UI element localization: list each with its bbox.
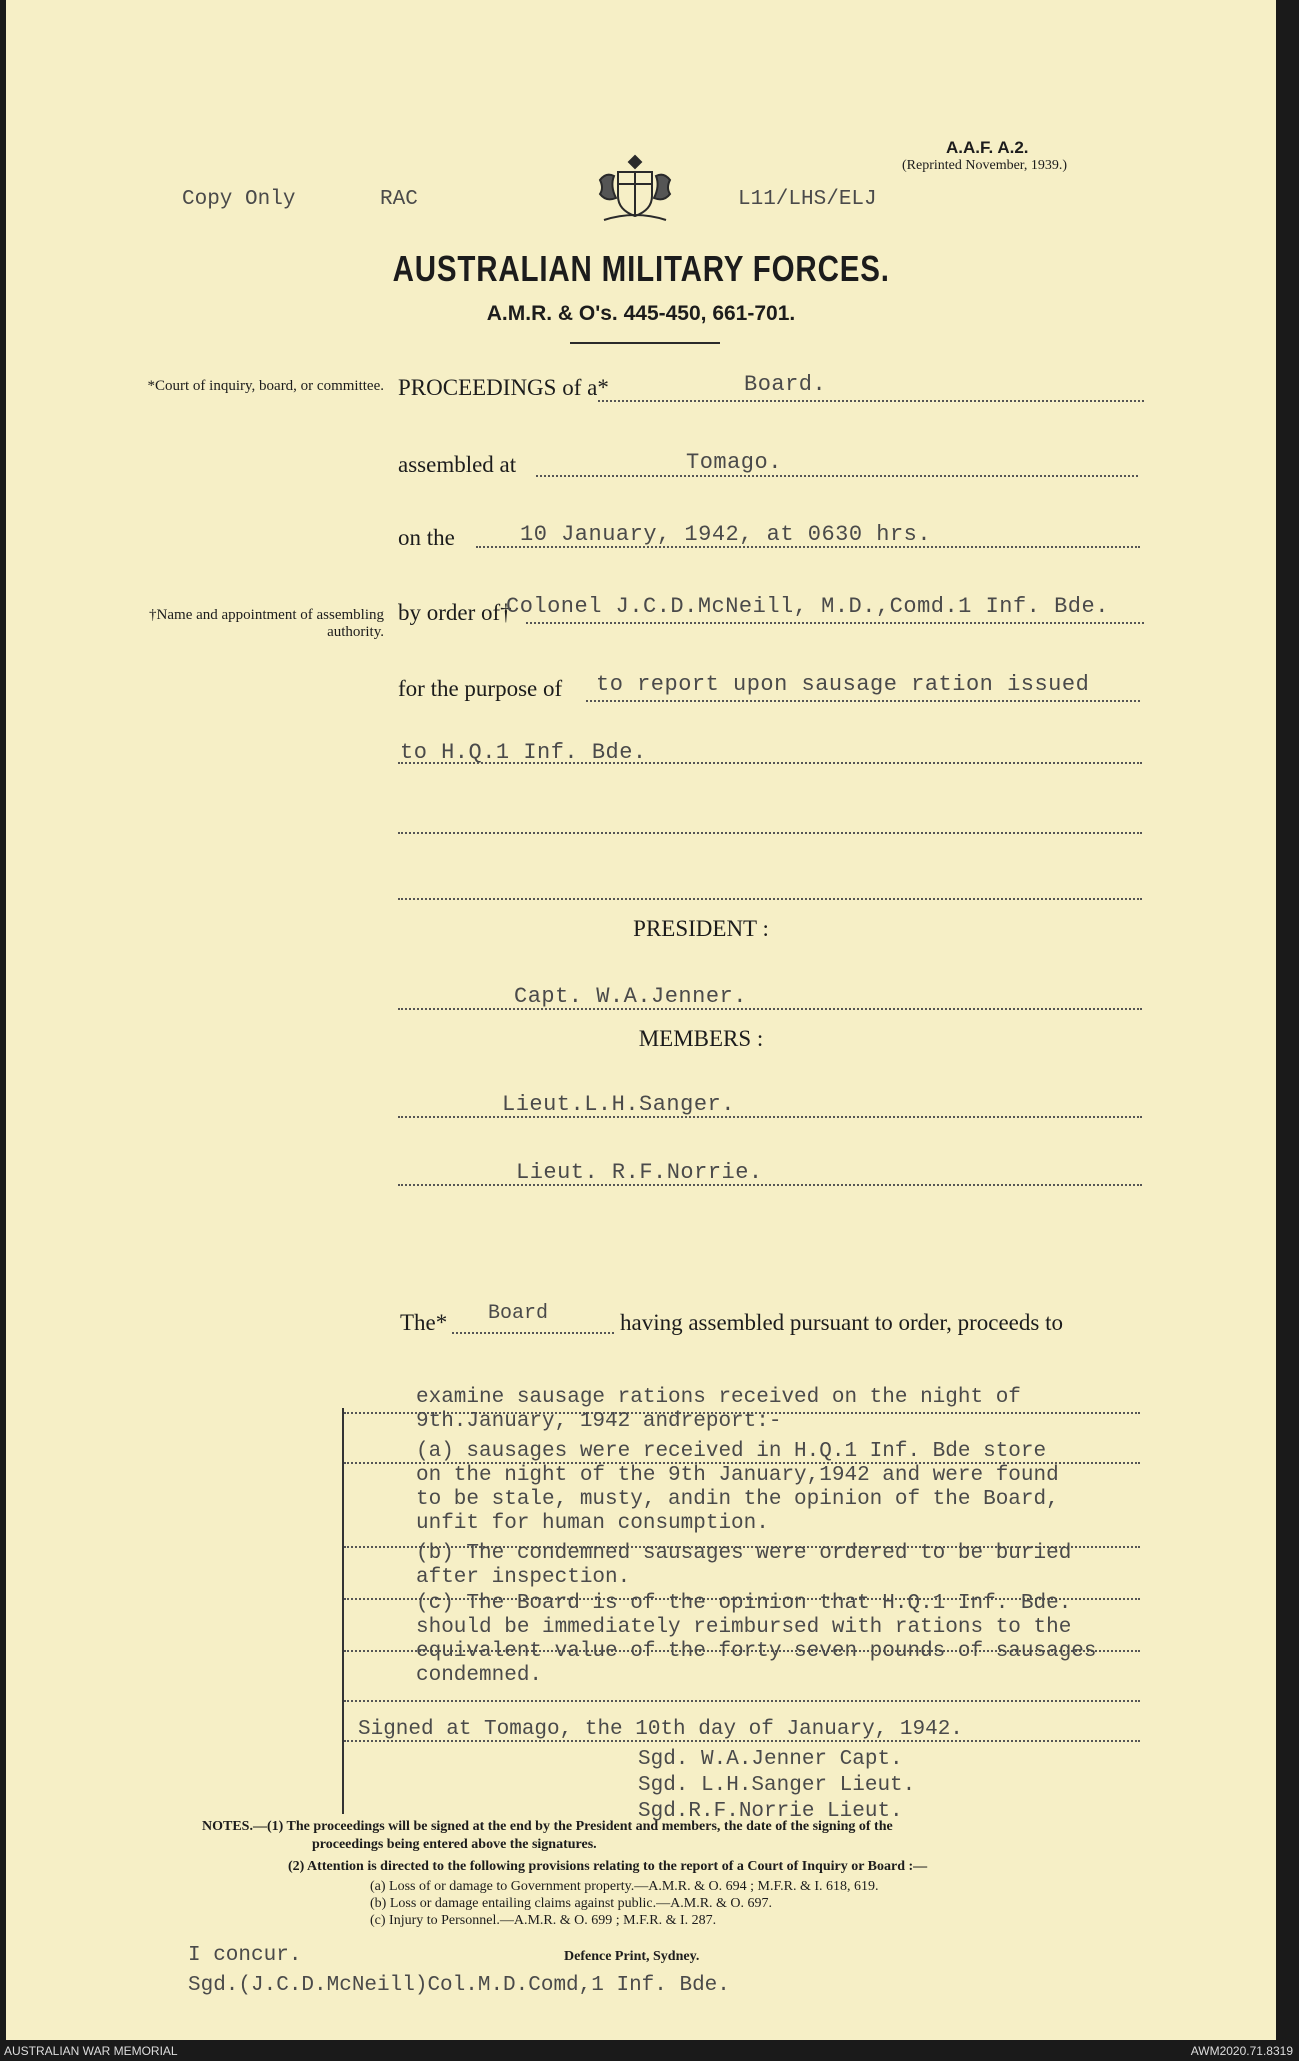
note-1a: NOTES.—(1) The proceedings will be signed at the end by the President and members, the date of the signing of the	[202, 1819, 893, 1834]
report-line: should be immediately reimbursed with rations to the	[416, 1616, 1072, 1639]
margin-note-authority: †Name and appointment of assembling authority.	[149, 607, 384, 640]
order-value: Colonel J.C.D.McNeill, M.D.,Comd.1 Inf. Bde.	[506, 594, 1109, 619]
page-title: AUSTRALIAN MILITARY FORCES.	[392, 248, 890, 289]
signed-at-line: Signed at Tomago, the 10th day of January, 1942.	[358, 1718, 963, 1741]
member-line-2	[398, 1184, 1142, 1186]
purpose-line-1	[586, 700, 1140, 702]
order-line	[526, 622, 1144, 624]
purpose-value-2: to H.Q.1 Inf. Bde.	[400, 740, 647, 765]
blank-line-2	[398, 898, 1142, 900]
president-heading: PRESIDENT :	[633, 916, 769, 941]
note-1b: proceedings being entered above the signatures.	[312, 1837, 597, 1852]
report-line: (b) The condemned sausages were ordered to be buried	[416, 1542, 1072, 1565]
archive-id: AWM2020.71.8319	[1190, 2044, 1293, 2058]
member-name-1: Lieut.L.H.Sanger.	[502, 1092, 735, 1117]
date-label: on the	[398, 525, 455, 550]
report-line: on the night of the 9th January,1942 and were found	[416, 1464, 1059, 1487]
president-line	[398, 1008, 1142, 1010]
signature-president: Sgd. W.A.Jenner Capt.	[638, 1748, 903, 1771]
the-label: The*	[400, 1310, 448, 1335]
proceedings-value: Board.	[744, 372, 827, 397]
rac-mark: RAC	[380, 188, 418, 211]
purpose-value-1: to report upon sausage ration issued	[596, 672, 1090, 697]
signature-member-1: Sgd. L.H.Sanger Lieut.	[638, 1774, 916, 1797]
assembled-value: Tomago.	[686, 450, 782, 475]
purpose-label: for the purpose of	[398, 676, 563, 701]
title-rule	[570, 342, 720, 344]
proceedings-line	[598, 400, 1144, 402]
reference-number: L11/LHS/ELJ	[738, 188, 877, 211]
date-value: 10 January, 1942, at 0630 hrs.	[520, 522, 932, 547]
note-2a: (a) Loss of or damage to Government property.—A.M.R. & O. 694 ; M.F.R. & I. 618, 619.	[370, 1879, 879, 1894]
printer-note: Defence Print, Sydney.	[564, 1949, 700, 1964]
concur-line-2: Sgd.(J.C.D.McNeill)Col.M.D.Comd,1 Inf. Bde.	[188, 1974, 730, 1997]
note-2b: (b) Loss or damage entailing claims against public.—A.M.R. & O. 697.	[370, 1896, 773, 1911]
report-line: (a) sausages were received in H.Q.1 Inf. Bde store	[416, 1440, 1047, 1463]
report-line: examine sausage rations received on the night of	[416, 1386, 1021, 1409]
archive-footer	[0, 2040, 1299, 2061]
ruled-line	[344, 1700, 1140, 1702]
copy-only-stamp: Copy Only	[182, 188, 296, 211]
document-page	[6, 0, 1276, 2040]
report-line: (c) The Board is of the opinion that H.Q.1 Inf. Bde.	[416, 1592, 1072, 1615]
report-margin-rule	[342, 1408, 344, 1814]
the-line	[452, 1332, 614, 1334]
president-name: Capt. W.A.Jenner.	[514, 984, 747, 1009]
assembled-label: assembled at	[398, 452, 517, 477]
member-name-2: Lieut. R.F.Norrie.	[516, 1160, 763, 1185]
report-line: after inspection.	[416, 1566, 631, 1589]
signature-member-2: Sgd.R.F.Norrie Lieut.	[638, 1800, 903, 1823]
order-label: by order of†	[398, 600, 512, 625]
report-line: condemned.	[416, 1664, 543, 1687]
note-2: (2) Attention is directed to the following provisions relating to the report of a Court of Inquiry or Board :—	[288, 1859, 928, 1874]
statement-continuation: having assembled pursuant to order, proceeds to	[620, 1310, 1063, 1335]
reprint-note: (Reprinted November, 1939.)	[902, 158, 1068, 173]
blank-line-1	[398, 832, 1142, 834]
the-value: Board	[488, 1302, 549, 1325]
report-line: equivalent value of the forty seven pounds of sausages	[416, 1640, 1097, 1663]
margin-note-court: *Court of inquiry, board, or committee.	[147, 378, 384, 394]
report-line: unfit for human consumption.	[416, 1512, 769, 1535]
page-subtitle: A.M.R. & O's. 445-450, 661-701.	[486, 302, 796, 325]
members-heading: MEMBERS :	[638, 1026, 764, 1051]
report-line: 9th.January, 1942 andreport:-	[416, 1410, 782, 1433]
archive-name: AUSTRALIAN WAR MEMORIAL	[4, 2044, 178, 2058]
form-code: A.A.F. A.2.	[946, 138, 1029, 157]
report-line: to be stale, musty, andin the opinion of the Board,	[416, 1488, 1059, 1511]
concur-line-1: I concur.	[188, 1944, 302, 1967]
proceedings-label: PROCEEDINGS of a*	[398, 375, 609, 400]
assembled-line	[536, 475, 1138, 477]
coat-of-arms-icon	[590, 150, 680, 232]
note-2c: (c) Injury to Personnel.—A.M.R. & O. 699 ; M.F.R. & I. 287.	[370, 1913, 717, 1928]
